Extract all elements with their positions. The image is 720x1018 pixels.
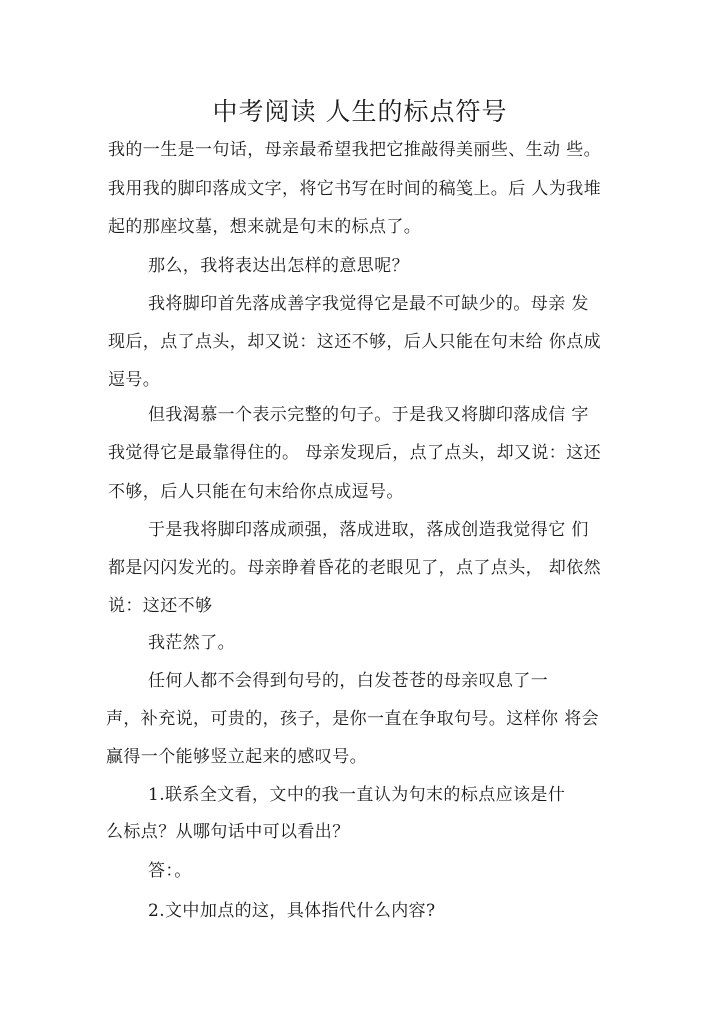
text-line: 我用我的脚印落成文字，将它书写在时间的稿笺上。后 人为我堆 — [108, 179, 602, 199]
text-line: 赢得一个能够竖立起来的感叹号。 — [106, 747, 367, 767]
text-line: 都是闪闪发光的。母亲睁着昏花的老眼见了，点了点头， 却依然 — [108, 558, 602, 578]
text-line: 现后，点了点头，却又说：这还不够，后人只能在句末给 你点成 — [108, 332, 602, 352]
text-line: 逗号。 — [108, 370, 161, 390]
text-line: 不够，后人只能在句末给你点成逗号。 — [108, 482, 404, 502]
text-line: 任何人都不会得到句号的，白发苍苍的母亲叹息了一 — [148, 671, 549, 691]
text-line: 我觉得它是最靠得住的。 母亲发现后，点了点头，却又说：这还 — [108, 443, 602, 463]
question-1-continued: 么标点？从哪句话中可以看出？ — [106, 822, 350, 842]
text-line: 那么，我将表达出怎样的意思呢？ — [148, 256, 409, 276]
text-line: 我茫然了。 — [148, 633, 235, 653]
answer-line: 答：。 — [148, 861, 192, 881]
text-line: 起的那座坟墓，想来就是句末的标点了。 — [108, 217, 422, 237]
question-2: 2.文中加点的这，具体指代什么内容? — [148, 901, 436, 921]
question-1: 1.联系全文看，文中的我一直认为句末的标点应该是什 — [148, 785, 566, 805]
page-title: 中考阅读 人生的标点符号 — [212, 97, 508, 126]
text-line: 说：这还不够 — [108, 596, 213, 616]
text-line: 声，补充说，可贵的，孩子，是你一直在争取句号。这样你 将会 — [106, 709, 600, 729]
text-line: 我的一生是一句话，母亲最希望我把它推敲得美丽些、生动 些。 — [108, 140, 602, 160]
text-line: 于是我将脚印落成顽强，落成进取，落成创造我觉得它 们 — [148, 520, 589, 540]
text-line: 但我渴慕一个表示完整的句子。于是我又将脚印落成信 字 — [148, 405, 589, 425]
text-line: 我将脚印首先落成善字我觉得它是最不可缺少的。母亲 发 — [148, 294, 589, 314]
